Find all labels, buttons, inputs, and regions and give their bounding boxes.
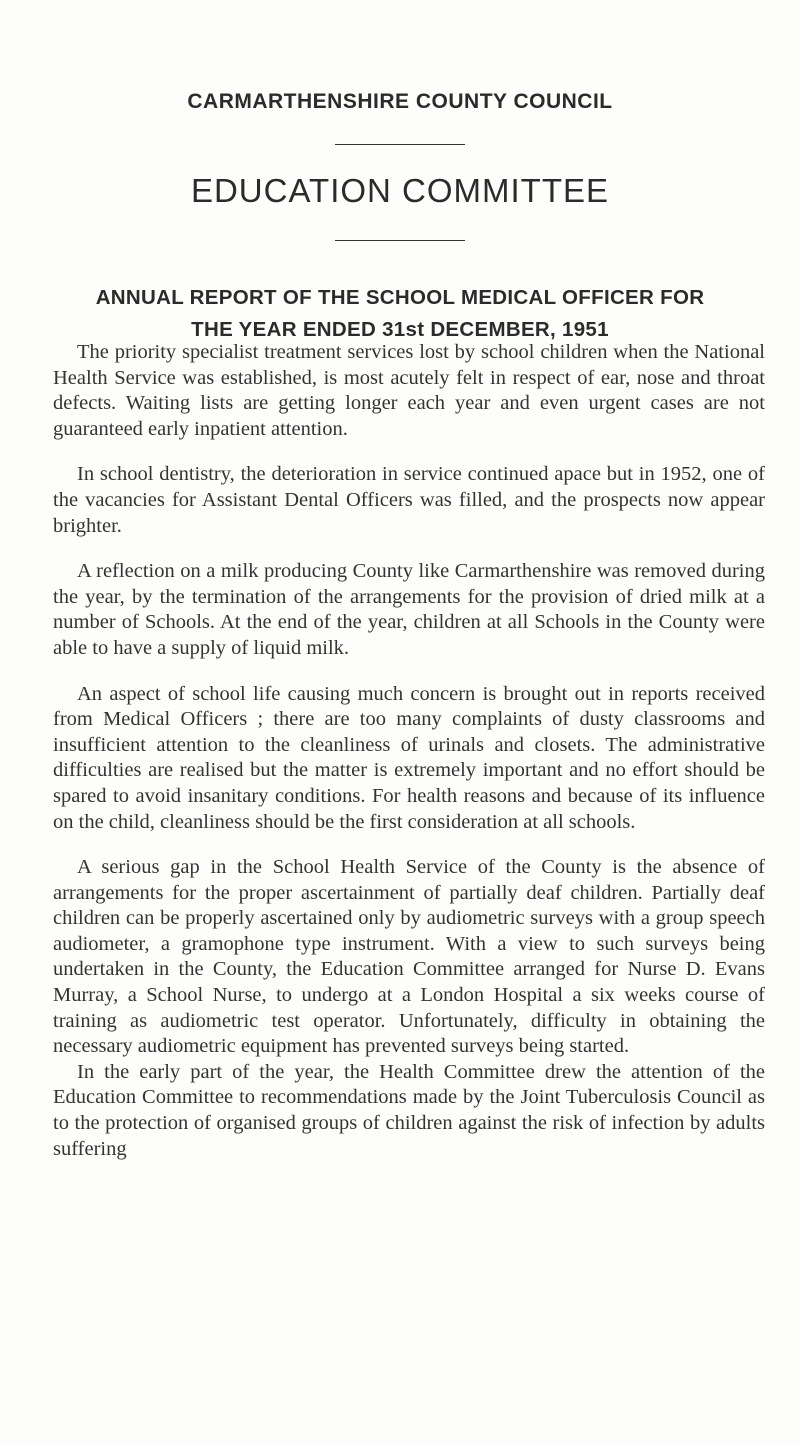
council-heading: CARMARTHENSHIRE COUNTY COUNCIL (187, 90, 613, 113)
divider-rule-top (335, 144, 465, 145)
committee-heading: EDUCATION COMMITTEE (190, 172, 610, 209)
paragraph-tuberculosis: In the early part of the year, the Health Committee drew the attention of the Education Committee to recommendations made by the Joint Tuberculosis Council as to the protection of organised groups of children against the risk of infection by adults suffering (53, 1060, 765, 1160)
paragraph-dentistry: In school dentistry, the deterioration in service continued apace but in 1952, one of the vacancies for Assistant Dental Officers was filled, and the prospects now appear brighter. (53, 463, 765, 537)
divider-rule-bottom (335, 240, 465, 241)
paragraph-partially-deaf: A serious gap in the School Health Service of the County is the absence of arrangements for the proper ascertainment of partially deaf children. Partially deaf children can be properly ascertained only by audiometric surveys with a group speech audiometer, a gramophone type instrument. With a view to such surveys being undertaken in the County, the Education Committee arranged for Nurse D. Evans Murray, a School Nurse, to undergo at a London Hospital a six weeks course of training as audiometric test operator. Unfortunately, difficulty in obtaining the necessary audiometric equipment has prevented surveys being started. (53, 856, 765, 1058)
report-title-line-1: ANNUAL REPORT OF THE SCHOOL MEDICAL OFFICER FOR (95, 286, 705, 309)
paragraph-cleanliness: An aspect of school life causing much concern is brought out in reports received from Medical Officers ; there are too many complaints of dusty classrooms and insufficient attention to the cleanliness of urinals and closets. The administrative difficulties are realised but the matter is extremely important and no effort should be spared to avoid insanitary conditions. For health reasons and because of its influence on the child, cleanliness should be the first consideration at all schools. (53, 682, 765, 833)
report-title (40, 282, 760, 346)
paragraph-ent-defects: The priority specialist treatment services lost by school children when the National Health Service was established, is most acutely felt in respect of ear, nose and throat defects. Waiting lists are getting longer each year and even urgent cases are not guaranteed early inpatient attention. (53, 341, 765, 440)
paragraph-milk: A reflection on a milk producing County like Carmarthenshire was removed during the year, by the termination of the arrangements for the provision of dried milk at a number of Schools. At the end of the year, children at all Schools in the County were able to have a supply of liquid milk. (53, 560, 765, 659)
report-body (53, 340, 765, 1162)
report-title-line-2: THE YEAR ENDED 31st DECEMBER, 1951 (191, 318, 609, 341)
